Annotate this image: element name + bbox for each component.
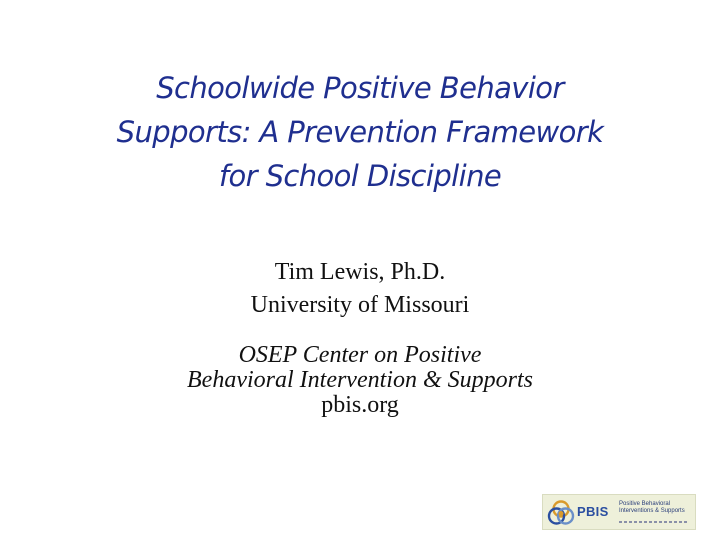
pbis-wordmark: PBIS: [577, 504, 609, 519]
pbis-tagline-line-2: Interventions & Supports: [619, 507, 685, 514]
pbis-fine-print: [619, 521, 689, 523]
author-name: Tim Lewis, Ph.D.: [274, 259, 446, 285]
pbis-logo: [542, 494, 696, 530]
author-block: [160, 256, 560, 322]
center-website: pbis.org: [321, 392, 399, 418]
title-line-2: Supports: A Prevention Framework: [116, 115, 604, 149]
title-line-3: for School Discipline: [218, 159, 502, 193]
title-line-1: Schoolwide Positive Behavior: [156, 71, 564, 105]
pbis-circles-icon: [543, 495, 579, 531]
slide-title: [60, 66, 660, 198]
pbis-tagline: [619, 501, 685, 514]
center-name-line-2: Behavioral Intervention & Supports: [187, 367, 533, 393]
center-block: [110, 343, 610, 418]
pbis-tagline-line-1: Positive Behavioral: [619, 501, 671, 507]
author-affiliation: University of Missouri: [250, 292, 470, 318]
center-name-line-1: OSEP Center on Positive: [238, 342, 482, 368]
